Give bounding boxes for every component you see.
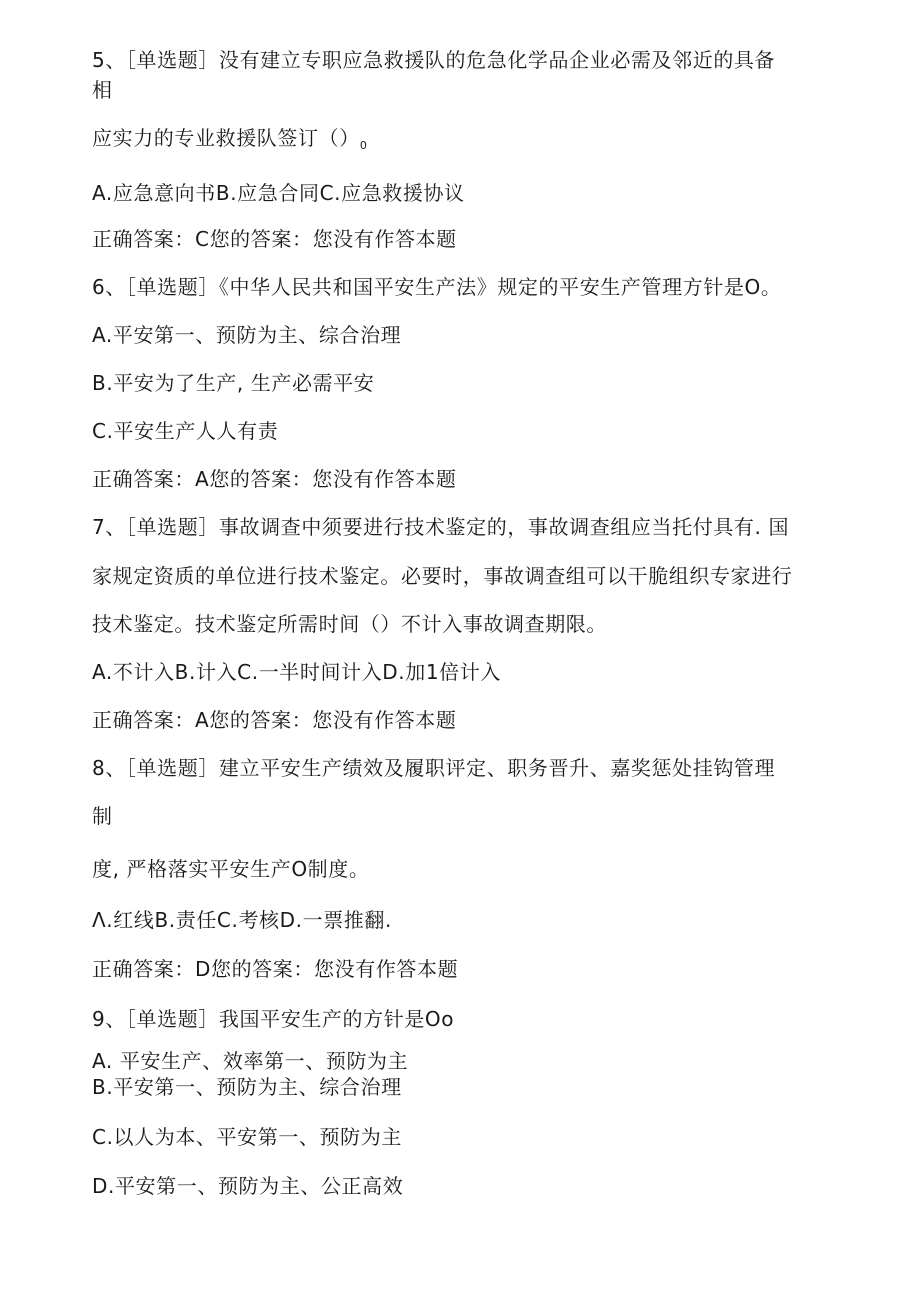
question-6-option-a: A.平安第一、预防为主、综合治理 xyxy=(92,323,402,347)
question-9-stem: 9、［单选题］我国平安生产的方针是Oo xyxy=(92,1007,455,1031)
question-7-answer: 正确答案：A您的答案：您没有作答本题 xyxy=(92,708,457,732)
question-8-options: Λ.红线B.责任C.考核D.一票推翻. xyxy=(92,908,392,932)
question-6-answer: 正确答案：A您的答案：您没有作答本题 xyxy=(92,467,457,491)
question-5-stem-mark: 0 xyxy=(359,139,368,152)
question-9-option-a: A. 平安生产、效率第一、预防为主 xyxy=(92,1049,409,1073)
question-6-option-c: C.平安生产人人有责 xyxy=(92,419,279,443)
question-6-option-b: B.平安为了生产, 生产必需平安 xyxy=(92,371,375,395)
question-5-stem-line-1: 5、［单选题］没有建立专职应急救援队的危急化学品企业必需及邻近的具备 xyxy=(92,48,776,72)
question-7-stem-line-1: 7、［单选题］事故调查中须要进行技术鉴定的，事故调查组应当托付具有. 国 xyxy=(92,515,790,539)
question-6-stem: 6、［单选题］《中华人民共和国平安生产法》规定的平安生产管理方针是O。 xyxy=(92,275,782,299)
question-8-stem-line-3: 度, 严格落实平安生产O制度。 xyxy=(92,857,370,881)
question-9-option-b: B.平安第一、预防为主、综合治理 xyxy=(92,1075,402,1099)
question-8-stem-line-1: 8、［单选题］建立平安生产绩效及履职评定、职务晋升、嘉奖惩处挂钩管理 xyxy=(92,756,776,780)
question-7-stem-line-3: 技术鉴定。技术鉴定所需时间（）不计入事故调查期限。 xyxy=(92,612,607,636)
question-5-stem-line-2: 相 xyxy=(92,78,113,102)
question-5-stem-line-3 xyxy=(92,126,367,158)
question-9-option-d: D.平安第一、预防为主、公正高效 xyxy=(92,1174,404,1198)
question-8-stem-line-2: 制 xyxy=(92,804,113,828)
question-7-stem-line-2: 家规定资质的单位进行技术鉴定。必要时，事故调查组可以干脆组织专家进行 xyxy=(92,564,793,588)
question-5-options: A.应急意向书B.应急合同C.应急救援协议 xyxy=(92,181,465,205)
question-5-answer: 正确答案：C您的答案：您没有作答本题 xyxy=(92,227,457,251)
question-7-options: A.不计入B.计入C.一半时间计入D.加1倍计入 xyxy=(92,660,501,684)
question-5-stem-text: 应实力的专业救援队签订（） xyxy=(92,126,360,150)
question-8-answer: 正确答案：D您的答案：您没有作答本题 xyxy=(92,957,459,981)
question-9-option-c: C.以人为本、平安第一、预防为主 xyxy=(92,1125,402,1149)
